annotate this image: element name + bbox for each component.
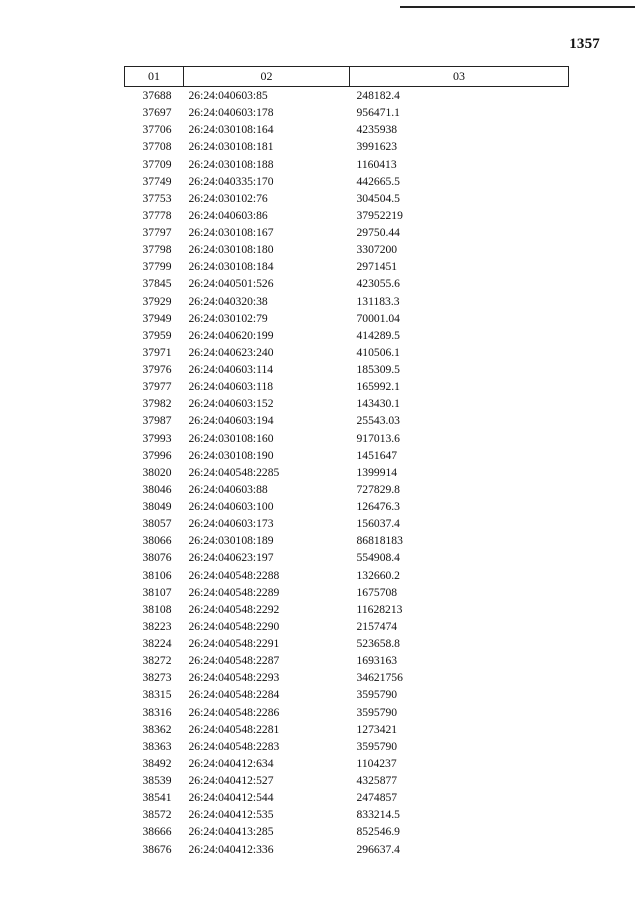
table-row	[125, 669, 569, 686]
cadastral-number-cell: 26:24:040620:199	[188, 328, 274, 342]
table-row	[125, 789, 569, 806]
value-cell: 132660.2	[356, 568, 400, 582]
cadastral-number-cell: 26:24:040603:152	[188, 397, 274, 411]
value-cell: 1160413	[356, 157, 397, 171]
table-row	[125, 87, 569, 105]
table-row	[125, 806, 569, 823]
header-rule	[400, 6, 635, 8]
data-table	[124, 66, 569, 858]
value-cell: 917013.6	[356, 431, 400, 445]
row-id-cell: 37993	[142, 431, 172, 445]
table-row	[125, 156, 569, 173]
cadastral-number-cell: 26:24:040603:173	[188, 517, 274, 531]
value-cell: 126476.3	[356, 500, 400, 513]
value-cell: 2474857	[356, 791, 398, 805]
table-row	[125, 327, 569, 344]
table-row	[125, 567, 569, 584]
row-id-cell: 38273	[142, 671, 172, 685]
row-id-cell: 37797	[142, 226, 172, 239]
row-id-cell: 37959	[142, 328, 172, 342]
table-row	[125, 173, 569, 190]
row-id-cell: 37996	[142, 448, 172, 462]
value-cell: 852546.9	[356, 825, 400, 839]
table-header-row	[125, 67, 569, 87]
cadastral-number-cell: 26:24:030108:184	[188, 260, 274, 274]
cadastral-number-cell: 26:24:030102:79	[188, 311, 268, 325]
row-id-cell: 38046	[142, 482, 172, 496]
value-cell: 956471.1	[356, 106, 400, 120]
cadastral-number-cell: 26:24:040412:527	[188, 774, 274, 787]
table-row	[125, 584, 569, 601]
value-cell: 1675708	[356, 585, 398, 599]
row-id-cell: 38057	[142, 517, 172, 531]
cadastral-number-cell: 26:24:040548:2286	[188, 705, 280, 719]
cadastral-number-cell: 26:24:040548:2283	[188, 739, 280, 753]
cadastral-number-cell: 26:24:040548:2285	[188, 465, 280, 479]
cadastral-number-cell: 26:24:030108:190	[188, 448, 274, 462]
cadastral-number-cell: 26:24:040412:535	[188, 808, 274, 822]
cadastral-number-cell: 26:24:040335:170	[188, 174, 274, 188]
table-row	[125, 138, 569, 155]
row-id-cell: 38049	[142, 500, 172, 513]
value-cell: 156037.4	[356, 517, 400, 531]
row-id-cell: 38224	[142, 637, 172, 650]
cadastral-number-cell: 26:24:040603:85	[188, 89, 268, 102]
value-cell: 554908.4	[356, 551, 400, 565]
value-cell: 4325877	[356, 774, 398, 787]
row-id-cell: 37753	[142, 191, 172, 205]
row-id-cell: 37982	[142, 397, 172, 411]
value-cell: 296637.4	[356, 842, 400, 856]
row-id-cell: 37709	[142, 157, 172, 171]
table-row	[125, 241, 569, 258]
value-cell: 1693163	[356, 654, 398, 668]
table-row	[125, 738, 569, 755]
value-cell: 165992.1	[356, 380, 400, 394]
table-row	[125, 464, 569, 481]
table-row	[125, 704, 569, 721]
value-cell: 3307200	[356, 243, 398, 257]
table-row	[125, 275, 569, 292]
cadastral-number-cell: 26:24:040412:336	[188, 842, 274, 856]
table-row	[125, 395, 569, 412]
table-row	[125, 601, 569, 618]
table-row	[125, 293, 569, 310]
value-cell: 3595790	[356, 688, 398, 702]
table-row	[125, 258, 569, 275]
value-cell: 523658.8	[356, 637, 400, 650]
value-cell: 414289.5	[356, 328, 400, 342]
table-row	[125, 121, 569, 138]
cadastral-number-cell: 26:24:040603:100	[188, 500, 274, 513]
table-row	[125, 430, 569, 447]
row-id-cell: 38272	[142, 654, 172, 668]
value-cell: 11628213	[356, 602, 403, 616]
row-id-cell: 37778	[142, 208, 172, 222]
row-id-cell: 37971	[142, 345, 172, 359]
page-number: 1357	[569, 36, 600, 52]
cadastral-number-cell: 26:24:040548:2281	[188, 722, 280, 736]
value-cell: 3595790	[356, 739, 398, 753]
cadastral-number-cell: 26:24:040501:526	[188, 277, 274, 291]
row-id-cell: 37987	[142, 414, 172, 428]
row-id-cell: 37799	[142, 260, 172, 274]
value-cell: 131183.3	[356, 294, 400, 308]
row-id-cell: 38076	[142, 551, 172, 565]
value-cell: 185309.5	[356, 363, 400, 376]
value-cell: 3991623	[356, 140, 398, 154]
table-row	[125, 224, 569, 241]
cadastral-number-cell: 26:24:030102:76	[188, 191, 268, 205]
row-id-cell: 37949	[142, 311, 172, 325]
table-row	[125, 104, 569, 121]
value-cell: 442665.5	[356, 174, 400, 188]
cadastral-number-cell: 26:24:040548:2287	[188, 654, 280, 668]
cadastral-number-cell: 26:24:040412:544	[188, 791, 274, 805]
row-id-cell: 38541	[142, 791, 172, 805]
row-id-cell: 37977	[142, 380, 172, 394]
cadastral-number-cell: 26:24:040548:2291	[188, 637, 280, 650]
row-id-cell: 37708	[142, 140, 172, 154]
table-row	[125, 532, 569, 549]
value-cell: 86818183	[356, 534, 403, 548]
table-row	[125, 378, 569, 395]
cadastral-number-cell: 26:24:040603:88	[188, 482, 268, 496]
row-id-cell: 37798	[142, 243, 172, 257]
table-row	[125, 412, 569, 429]
cadastral-number-cell: 26:24:040548:2292	[188, 602, 280, 616]
cadastral-number-cell: 26:24:040548:2288	[188, 568, 280, 582]
table-row	[125, 721, 569, 738]
value-cell: 1399914	[356, 465, 398, 479]
table-row	[125, 361, 569, 378]
cadastral-number-cell: 26:24:040623:197	[188, 551, 274, 565]
row-id-cell: 38492	[142, 756, 172, 770]
table-row	[125, 823, 569, 840]
value-cell: 423055.6	[356, 277, 400, 291]
row-id-cell: 38108	[142, 602, 172, 616]
row-id-cell: 38666	[142, 825, 172, 839]
table-row	[125, 755, 569, 772]
value-cell: 410506.1	[356, 345, 400, 359]
row-id-cell: 37688	[142, 89, 172, 102]
column-header-02: 02	[184, 67, 350, 87]
table-row	[125, 618, 569, 635]
cadastral-number-cell: 26:24:040548:2290	[188, 619, 280, 633]
value-cell: 37952219	[356, 208, 403, 222]
table-row	[125, 841, 569, 858]
value-cell: 1451647	[356, 448, 398, 462]
table-row	[125, 686, 569, 703]
cadastral-number-cell: 26:24:030108:180	[188, 243, 274, 257]
value-cell: 25543.03	[356, 414, 400, 428]
row-id-cell: 38066	[142, 534, 172, 548]
cadastral-number-cell: 26:24:040548:2289	[188, 585, 280, 599]
row-id-cell: 38363	[142, 739, 172, 753]
row-id-cell: 38572	[142, 808, 172, 822]
value-cell: 833214.5	[356, 808, 400, 822]
table-row	[125, 498, 569, 515]
row-id-cell: 38315	[142, 688, 172, 702]
row-id-cell: 37749	[142, 174, 172, 188]
row-id-cell: 37929	[142, 294, 172, 308]
value-cell: 3595790	[356, 705, 398, 719]
value-cell: 34621756	[356, 671, 403, 685]
cadastral-number-cell: 26:24:040603:194	[188, 414, 274, 428]
value-cell: 304504.5	[356, 191, 400, 205]
row-id-cell: 38539	[142, 774, 172, 787]
table-row	[125, 344, 569, 361]
cadastral-number-cell: 26:24:040412:634	[188, 756, 274, 770]
row-id-cell: 37976	[142, 363, 172, 376]
cadastral-number-cell: 26:24:040603:118	[188, 380, 274, 394]
cadastral-number-cell: 26:24:040548:2284	[188, 688, 280, 702]
value-cell: 248182.4	[356, 89, 400, 102]
column-header-01: 01	[125, 67, 184, 87]
row-id-cell: 38106	[142, 568, 172, 582]
cadastral-number-cell: 26:24:040623:240	[188, 345, 274, 359]
value-cell: 1104237	[356, 756, 397, 770]
table-row	[125, 772, 569, 789]
table-row	[125, 481, 569, 498]
value-cell: 29750.44	[356, 226, 400, 239]
table-row	[125, 549, 569, 566]
value-cell: 70001.04	[356, 311, 400, 325]
cadastral-number-cell: 26:24:040548:2293	[188, 671, 280, 685]
table-row	[125, 635, 569, 652]
cadastral-number-cell: 26:24:040603:86	[188, 208, 268, 222]
value-cell: 1273421	[356, 722, 398, 736]
table-row	[125, 652, 569, 669]
table-row	[125, 310, 569, 327]
row-id-cell: 37706	[142, 123, 172, 137]
value-cell: 2157474	[356, 619, 398, 633]
cadastral-number-cell: 26:24:030108:188	[188, 157, 274, 171]
cadastral-number-cell: 26:24:040413:285	[188, 825, 274, 839]
row-id-cell: 37845	[142, 277, 172, 291]
cadastral-number-cell: 26:24:040603:114	[188, 363, 274, 376]
table-row	[125, 515, 569, 532]
row-id-cell: 38020	[142, 465, 172, 479]
table-header	[125, 67, 569, 87]
row-id-cell: 38676	[142, 842, 172, 856]
data-table-container	[124, 66, 568, 858]
column-header-03: 03	[350, 67, 569, 87]
row-id-cell: 37697	[142, 106, 172, 120]
cadastral-number-cell: 26:24:030108:181	[188, 140, 274, 154]
cadastral-number-cell: 26:24:030108:189	[188, 534, 274, 548]
table-row	[125, 190, 569, 207]
table-body	[125, 87, 569, 858]
value-cell: 143430.1	[356, 397, 400, 411]
cadastral-number-cell: 26:24:040320:38	[188, 294, 268, 308]
row-id-cell: 38316	[142, 705, 172, 719]
row-id-cell: 38107	[142, 585, 172, 599]
row-id-cell: 38362	[142, 722, 172, 736]
value-cell: 4235938	[356, 123, 398, 137]
row-id-cell: 38223	[142, 619, 172, 633]
cadastral-number-cell: 26:24:030108:160	[188, 431, 274, 445]
table-row	[125, 447, 569, 464]
cadastral-number-cell: 26:24:030108:164	[188, 123, 274, 137]
cadastral-number-cell: 26:24:030108:167	[188, 226, 274, 239]
cadastral-number-cell: 26:24:040603:178	[188, 106, 274, 120]
table-row	[125, 207, 569, 224]
value-cell: 727829.8	[356, 482, 400, 496]
value-cell: 2971451	[356, 260, 398, 274]
